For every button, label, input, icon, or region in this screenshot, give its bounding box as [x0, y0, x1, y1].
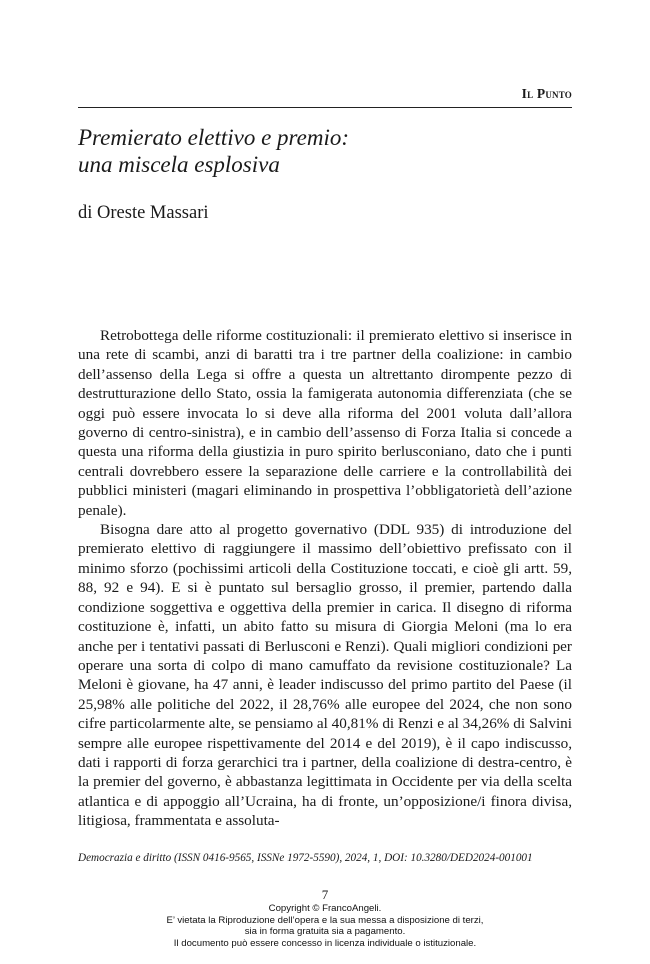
copyright-line-1: Copyright © FrancoAngeli. [268, 903, 382, 914]
article-body [78, 326, 572, 831]
copyright-line-2: E’ vietata la Riproduzione dell’opera e la sua messa a disposizione di terzi, [166, 914, 484, 926]
running-head: Il Punto [521, 86, 572, 101]
copyright-line-3: sia in forma gratuita sia a pagamento. [244, 926, 406, 938]
citation-footer: Democrazia e diritto (ISSN 0416-9565, ISSNe 1972-5590), 2024, 1, DOI: 10.3280/DED2024-001001 [78, 852, 533, 864]
copyright-notice [0, 903, 650, 949]
copyright-line-4: Il documento può essere concesso in licenza individuale o istituzionale. [173, 937, 477, 949]
header-rule [78, 107, 572, 108]
author-byline: di Oreste Massari [78, 203, 209, 223]
article-title [78, 124, 578, 178]
title-line-1: Premierato elettivo e premio: [78, 125, 350, 150]
title-line-2: una miscela esplosiva [78, 152, 280, 177]
paragraph-2: Bisogna dare atto al progetto governativo (DDL 935) di introduzione del premierato elettivo di raggiungere il massimo dell’obiettivo prefissato con il minimo sforzo (pochissimi articoli della Costituzione toccati, e cioè gli artt. 59, 88, 92 e 94). E si è puntato sul bersaglio grosso, il premier, partendo dalla condizione soggettiva e oggettiva della premier in carica. Il disegno di riforma costituzione è, infatti, un abito fatto su misura di Giorgia Meloni (ma lo era anche per i tentativi passati di Berlusconi e Renzi). Quali migliori condizioni per operare una sorta di colpo di mano camuffato da revisione costituzionale? La Meloni è giovane, ha 47 anni, è leader indiscusso del primo partito del Paese (il 25,98% alle politiche del 2022, il 28,76% alle europee del 2024, che non sono cifre particolarmente alte, se pensiamo al 40,81% di Renzi e al 34,26% di Salvini sempre alle europee rispettivamente del 2014 e del 2019), è il capo indiscusso, dati i rapporti di forza gerarchici tra i partner, della coalizione di destra-centro, è la premier del governo, è abbastanza legittimata in Occidente per via della scelta atlantica e di appoggio all’Ucraina, ha di fronte, un’opposizione/i finora divisa, litigiosa, frammentata e assoluta- [78, 521, 572, 830]
paragraph-1: Retrobottega delle riforme costituzionali: il premierato elettivo si inserisce in una rete di scambi, anzi di baratti tra i tre partner della coalizione: in cambio dell’assenso della Lega si offre a questa un altrettanto dirompente pezzo di destrutturazione dello Stato, ossia la famigerata autonomia differenziata (che se oggi può essere invocata lo si deve alla riforma del 2001 voluta dall’allora governo di centro-sinistra), e in cambio dell’assenso di Forza Italia si concede a questa una riforma della giustizia in puro spirito berlusconiano, dato che i punti centrali dovrebbero essere la separazione delle carriere e la controllabilità dei pubblici ministeri (magari eliminando in prospettiva l’obbligatorietà dell’azione penale). [78, 327, 572, 519]
page-number: 7 [321, 887, 329, 902]
